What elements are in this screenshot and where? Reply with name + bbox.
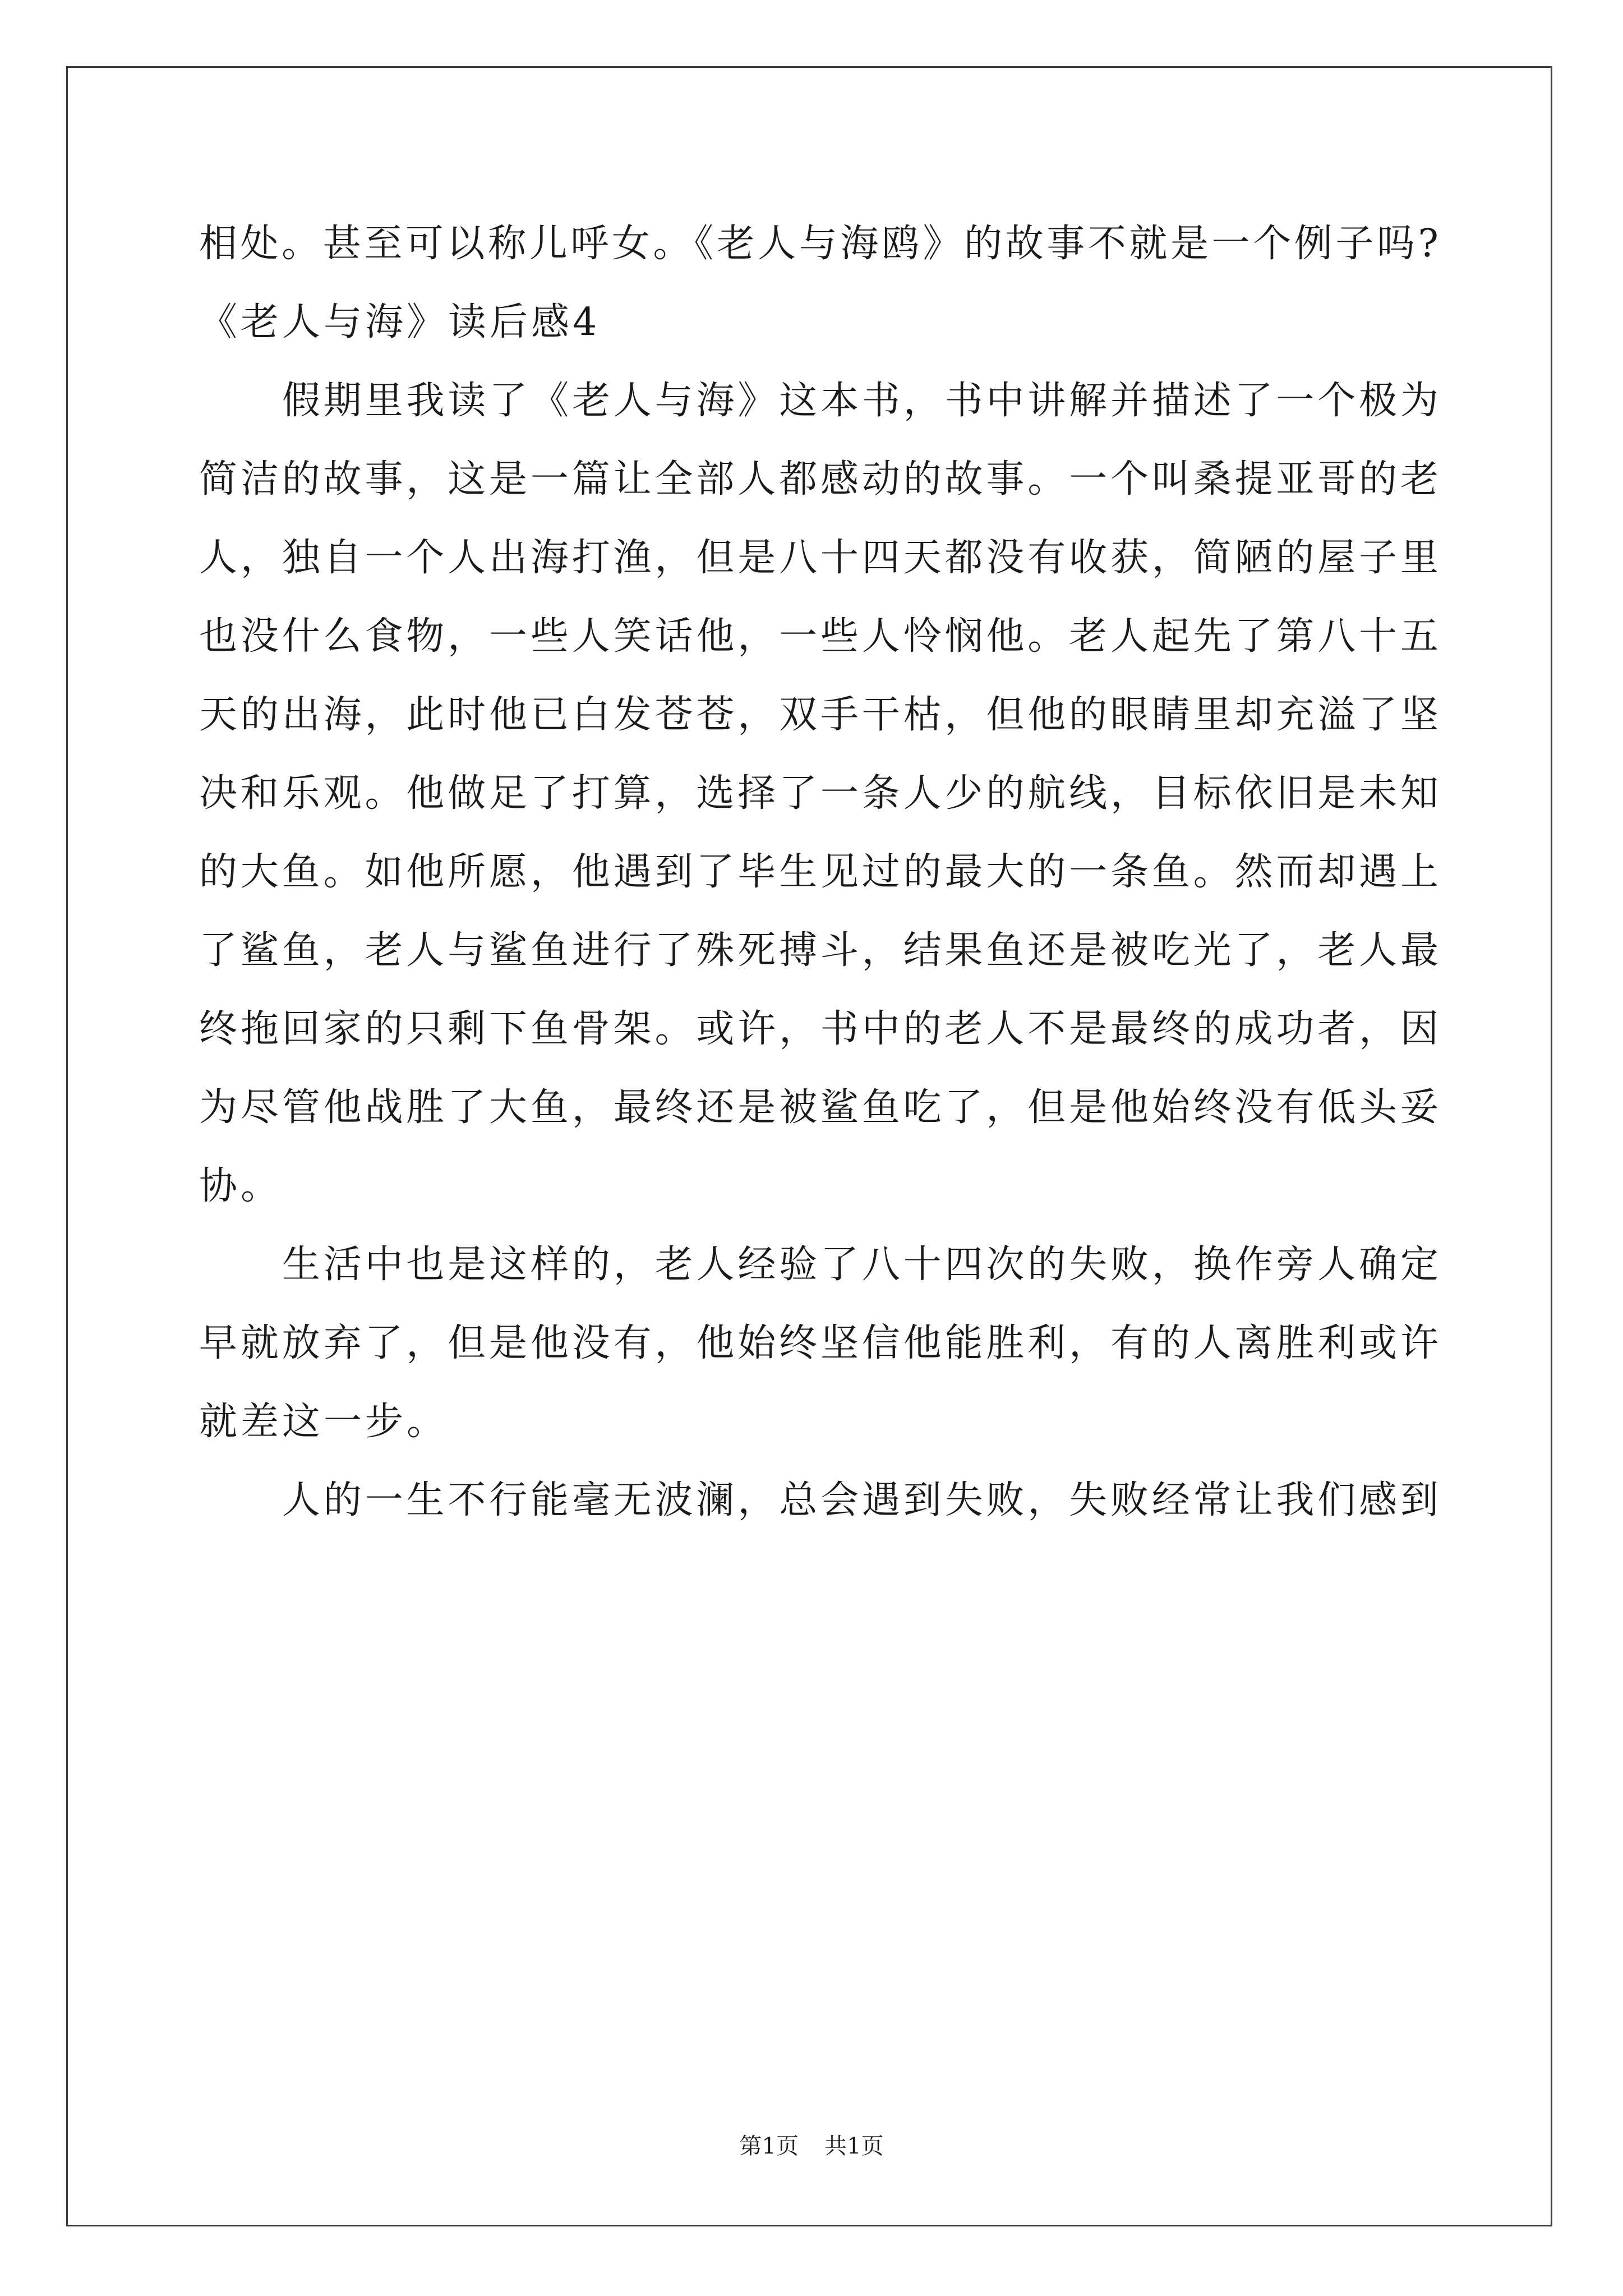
text-line: 早就放弃了，但是他没有，他始终坚信他能胜利，有的人离胜利或许 [199,1321,1438,1365]
text-line: 人，独自一个人出海打渔，但是八十四天都没有收获，简陋的屋子里 [199,536,1438,580]
page-number-total: 共1页 [824,2133,884,2159]
text-line: 的大鱼。如他所愿，他遇到了毕生见过的最大的一条鱼。然而却遇上 [199,850,1438,894]
page-footer [0,2131,1623,2162]
paragraph-first-line: 生活中也是这样的，老人经验了八十四次的失败，换作旁人确定 [282,1243,1438,1287]
page-number-current: 第1页 [739,2133,799,2159]
text-line: 为尽管他战胜了大鱼，最终还是被鲨鱼吃了，但是他始终没有低头妥 [199,1085,1438,1130]
text-line: 决和乐观。他做足了打算，选择了一条人少的航线，目标依旧是未知 [199,771,1438,816]
text-line: 就差这一步。 [199,1400,449,1444]
paragraph-first-line: 假期里我读了《老人与海》这本书，书中讲解并描述了一个极为 [282,379,1438,423]
text-line: 了鲨鱼，老人与鲨鱼进行了殊死搏斗，结果鱼还是被吃光了，老人最 [199,928,1438,973]
text-line: 也没什么食物，一些人笑话他，一些人怜悯他。老人起先了第八十五 [199,614,1438,659]
section-heading: 《老人与海》读后感4 [199,300,601,344]
text-line: 终拖回家的只剩下鱼骨架。或许，书中的老人不是最终的成功者，因 [199,1007,1438,1051]
text-line: 相处。甚至可以称儿呼女。《老人与海鸥》的故事不就是一个例子吗? [199,222,1438,266]
paragraph-first-line: 人的一生不行能毫无波澜，总会遇到失败，失败经常让我们感到 [282,1478,1438,1522]
text-line: 简洁的故事，这是一篇让全部人都感动的故事。一个叫桑提亚哥的老 [199,457,1438,501]
text-line: 天的出海，此时他已白发苍苍，双手干枯，但他的眼睛里却充溢了坚 [199,693,1438,737]
text-line: 协。 [199,1164,283,1208]
